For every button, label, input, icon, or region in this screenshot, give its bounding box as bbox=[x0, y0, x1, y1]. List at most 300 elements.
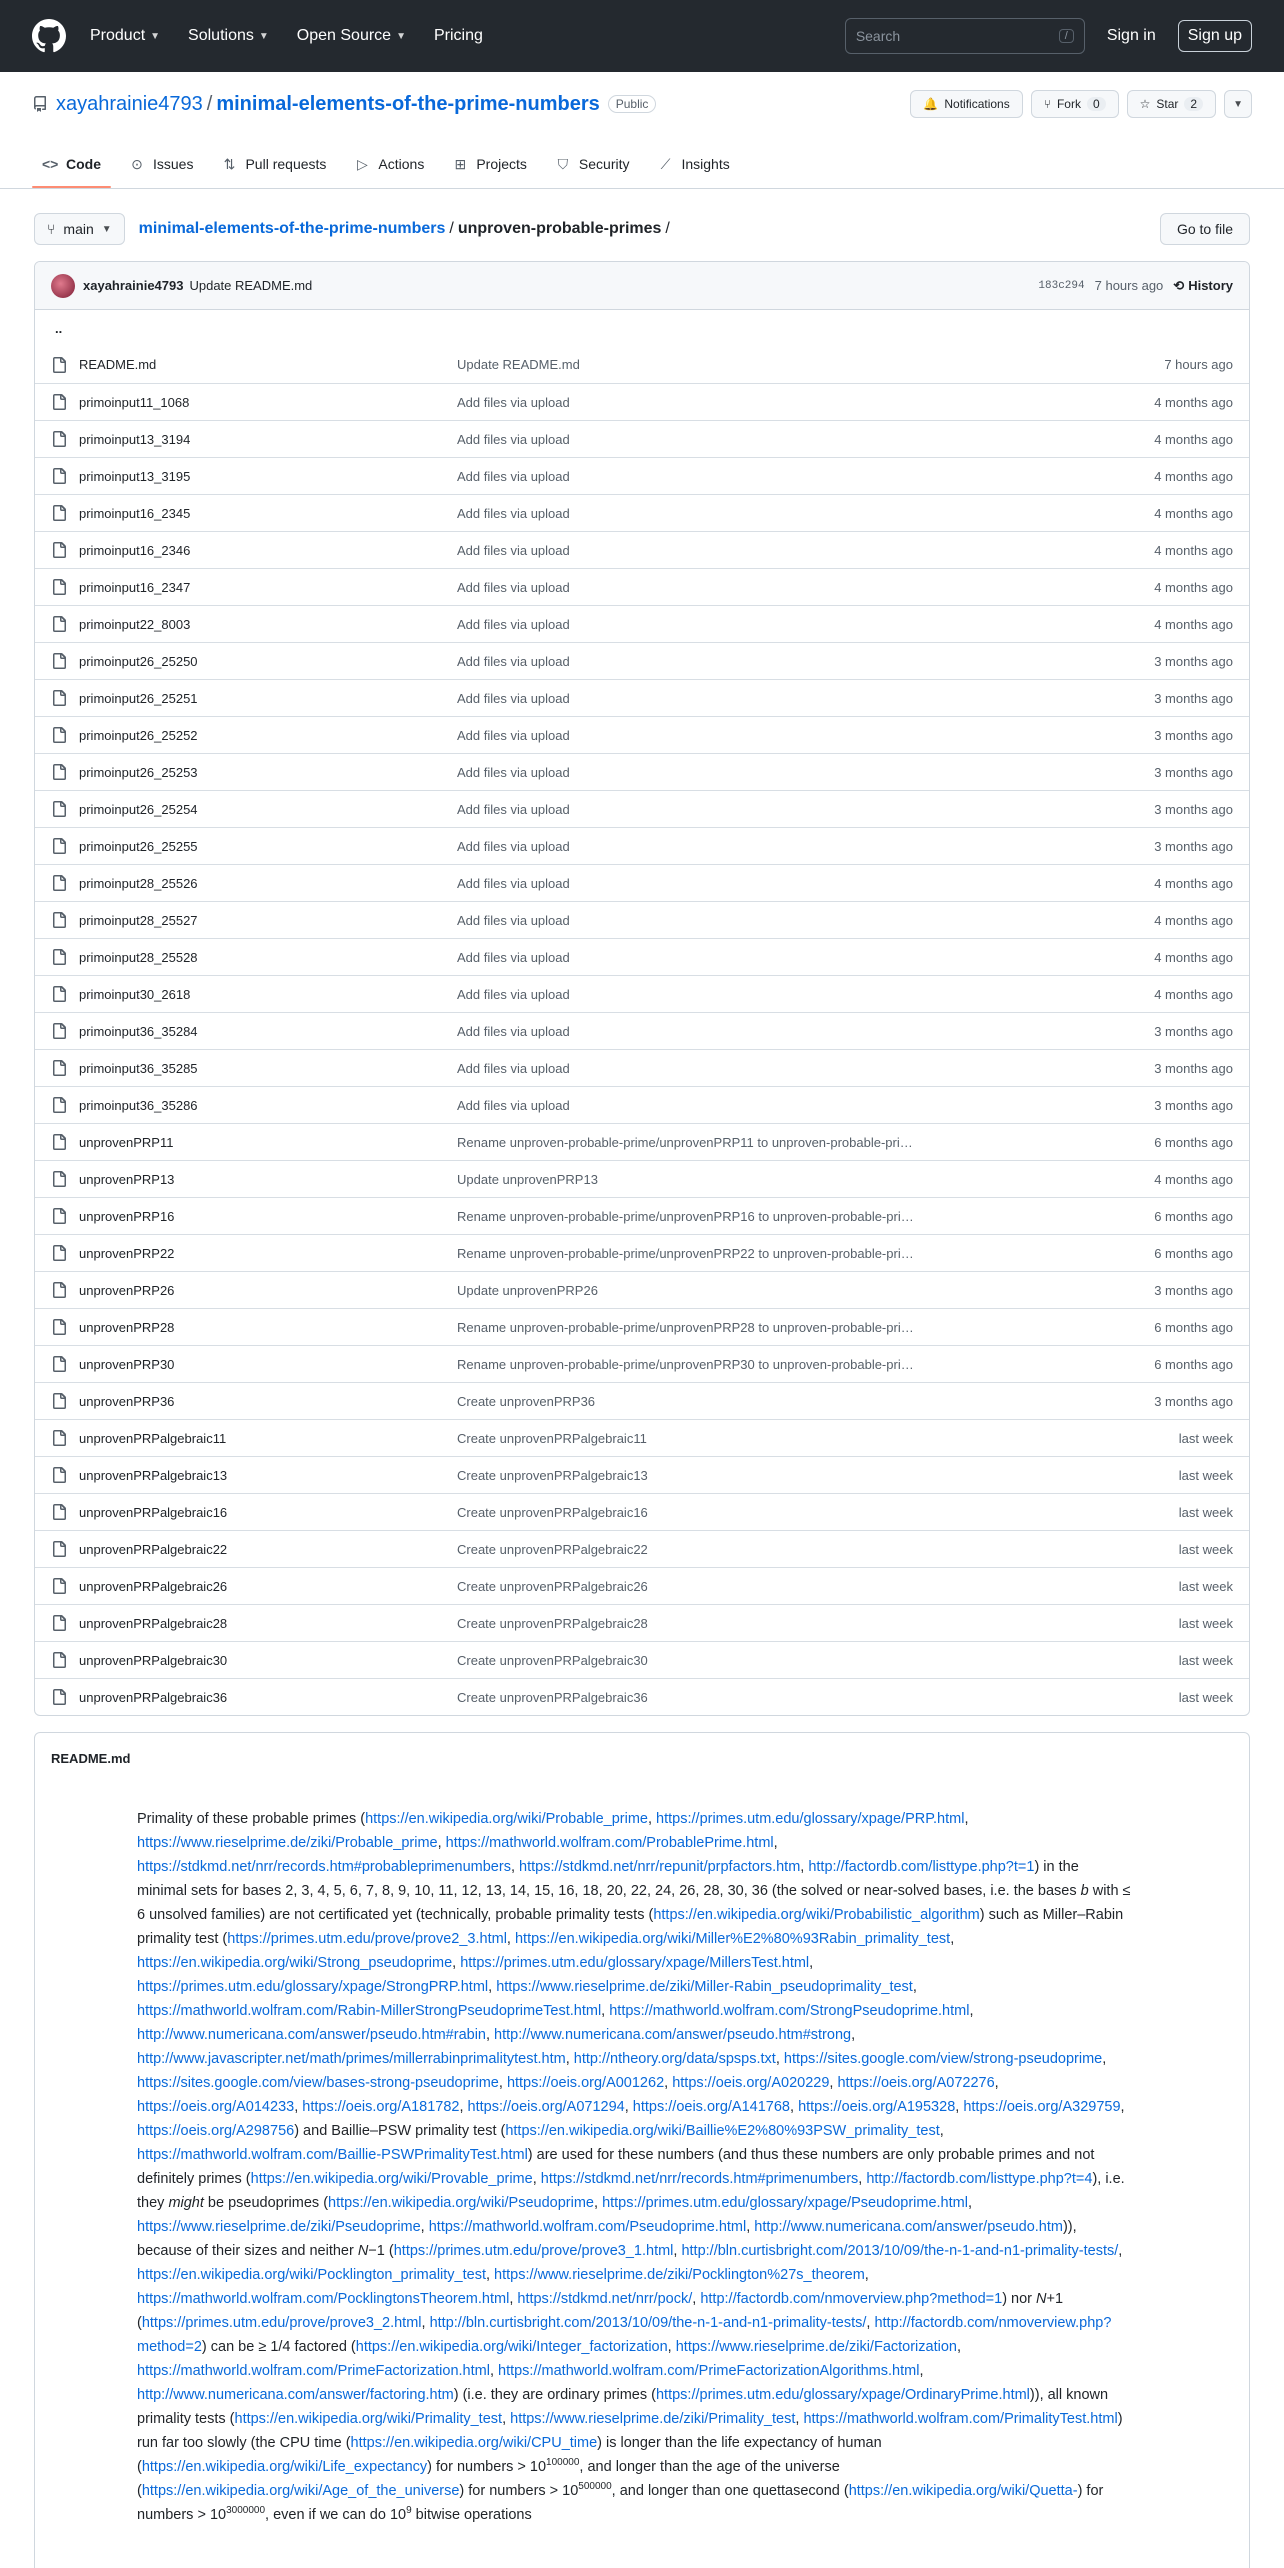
table-row bbox=[35, 1197, 1249, 1234]
file-commit-message-link[interactable]: Add files via upload bbox=[457, 542, 570, 558]
file-age: 3 months ago bbox=[1154, 1023, 1233, 1039]
file-age: last week bbox=[1178, 1541, 1233, 1557]
readme-link[interactable]: https://mathworld.wolfram.com/PrimeFactorizationAlgorithms.html bbox=[498, 2363, 920, 2379]
file-name-link[interactable]: unprovenPRPalgebraic26 bbox=[79, 1578, 228, 1594]
readme-link[interactable]: https://oeis.org/A001262 bbox=[506, 2075, 665, 2091]
repo-header bbox=[0, 72, 1284, 189]
file-age: 3 months ago bbox=[1154, 1097, 1233, 1113]
repo-separator: / bbox=[206, 92, 213, 115]
file-icon bbox=[51, 1467, 67, 1483]
readme-text: ) (i.e. they are ordinary primes ( bbox=[453, 2387, 656, 2403]
table-row bbox=[35, 420, 1249, 457]
readme-link[interactable]: https://oeis.org/A141768 bbox=[632, 2099, 790, 2115]
readme-text: , bbox=[964, 1811, 969, 1827]
readme-italic-text: N bbox=[357, 2243, 369, 2259]
readme-text: ) for numbers > 10 bbox=[459, 2483, 579, 2499]
readme-link[interactable]: https://oeis.org/A181782 bbox=[302, 2099, 460, 2115]
file-commit-message-link[interactable]: Rename unproven-probable-prime/unprovenPRP30 to unproven-probable-pri… bbox=[457, 1356, 914, 1372]
readme-body bbox=[35, 1783, 1249, 2527]
file-icon bbox=[51, 801, 67, 817]
file-commit-message-link[interactable]: Add files via upload bbox=[457, 912, 570, 928]
file-commit-message-link[interactable]: Create unprovenPRPalgebraic22 bbox=[457, 1541, 648, 1557]
file-name-link[interactable]: primoinput26_25254 bbox=[79, 801, 198, 817]
table-icon: ⊞ bbox=[454, 155, 467, 172]
table-row bbox=[35, 901, 1249, 938]
file-name-link[interactable]: primoinput36_35286 bbox=[79, 1097, 198, 1113]
file-icon bbox=[51, 1689, 67, 1705]
readme-title: README.md bbox=[51, 1750, 131, 1766]
star-icon: ☆ bbox=[1139, 97, 1151, 111]
file-commit-message-link[interactable]: Add files via upload bbox=[457, 468, 570, 484]
file-icon bbox=[51, 431, 67, 447]
table-row bbox=[35, 1271, 1249, 1308]
table-row bbox=[35, 1012, 1249, 1049]
commit-message-link[interactable]: Update README.md bbox=[189, 278, 313, 293]
table-row bbox=[35, 1345, 1249, 1382]
readme-link[interactable]: http://www.numericana.com/answer/pseudo.htm bbox=[754, 2219, 1063, 2235]
readme-link[interactable]: https://mathworld.wolfram.com/PrimalityTest.html bbox=[803, 2411, 1118, 2427]
readme-link[interactable]: https://mathworld.wolfram.com/PrimeFactorization.html bbox=[137, 2363, 490, 2379]
file-name-link[interactable]: primoinput16_2347 bbox=[79, 579, 191, 595]
file-name-link[interactable]: primoinput16_2345 bbox=[79, 505, 191, 521]
shield-icon: ⛉ bbox=[557, 155, 569, 172]
readme-text: , bbox=[485, 2267, 495, 2283]
readme-text: +1 ( bbox=[137, 2291, 1064, 2331]
file-age: 3 months ago bbox=[1154, 764, 1233, 780]
tab-actions[interactable]: ▷ Actions bbox=[344, 140, 434, 188]
readme-link[interactable]: https://en.wikipedia.org/wiki/Pseudoprime bbox=[328, 2195, 594, 2211]
readme-text: , bbox=[795, 2411, 804, 2427]
file-age: 6 months ago bbox=[1154, 1319, 1233, 1335]
readme-link[interactable]: http://factordb.com/listtype.php?t=1 bbox=[808, 1859, 1035, 1875]
file-icon bbox=[51, 949, 67, 965]
file-commit-message-link[interactable]: Add files via upload bbox=[457, 505, 570, 521]
nav-solutions[interactable]: Solutions ▼ bbox=[188, 27, 269, 44]
latest-commit-bar bbox=[35, 262, 1249, 310]
file-name-link[interactable]: primoinput30_2618 bbox=[79, 986, 191, 1002]
main-content bbox=[0, 189, 1284, 2568]
readme-link[interactable]: https://oeis.org/A298756 bbox=[137, 2123, 295, 2139]
table-row bbox=[35, 1123, 1249, 1160]
readme-link[interactable]: https://en.wikipedia.org/wiki/Baillie%E2%80%93PSW_primality_test bbox=[505, 2123, 940, 2139]
file-name-link[interactable]: primoinput28_25526 bbox=[79, 875, 198, 891]
file-icon bbox=[51, 1097, 67, 1113]
repo-name-link[interactable]: minimal-elements-of-the-prime-numbers bbox=[216, 92, 600, 115]
file-age: 6 months ago bbox=[1154, 1245, 1233, 1261]
readme-link[interactable]: https://www.rieselprime.de/ziki/Factorization bbox=[675, 2339, 957, 2355]
readme-link[interactable]: https://oeis.org/A014233 bbox=[137, 2099, 295, 2115]
file-icon bbox=[51, 505, 67, 521]
file-age: 3 months ago bbox=[1154, 727, 1233, 743]
commit-sha-link[interactable]: 183c294 bbox=[1038, 279, 1085, 292]
file-name-link[interactable]: unprovenPRP11 bbox=[79, 1134, 174, 1150]
readme-text: with ≤ 6 unsolved families) are not certificated yet (technically, probable primality tests ( bbox=[137, 1883, 1131, 1923]
file-name-link[interactable]: primoinput13_3195 bbox=[79, 468, 191, 484]
readme-link[interactable]: https://primes.utm.edu/prove/prove3_1.html bbox=[393, 2243, 674, 2259]
file-name-link[interactable]: unprovenPRPalgebraic30 bbox=[79, 1652, 228, 1668]
repo-owner-link[interactable]: xayahrainie4793 bbox=[56, 92, 203, 115]
file-commit-message-link[interactable]: Create unprovenPRPalgebraic16 bbox=[457, 1504, 648, 1520]
file-commit-message-link[interactable]: Create unprovenPRPalgebraic30 bbox=[457, 1652, 648, 1668]
file-commit-message-link[interactable]: Add files via upload bbox=[457, 1023, 570, 1039]
chevron-down-icon: ▼ bbox=[150, 30, 161, 42]
file-commit-message-link[interactable]: Add files via upload bbox=[457, 690, 570, 706]
file-commit-message-link[interactable]: Create unprovenPRPalgebraic36 bbox=[457, 1689, 648, 1705]
file-icon bbox=[51, 357, 67, 373]
readme-link[interactable]: http://factordb.com/listtype.php?t=4 bbox=[866, 2171, 1093, 2187]
star-button[interactable]: ☆ Star 2 bbox=[1127, 90, 1216, 118]
file-age: 4 months ago bbox=[1154, 468, 1233, 484]
star-count: 2 bbox=[1184, 97, 1203, 111]
file-name-link[interactable]: unprovenPRP26 bbox=[79, 1282, 175, 1298]
readme-link[interactable]: https://www.rieselprime.de/ziki/Probable_prime bbox=[137, 1835, 438, 1851]
table-row bbox=[35, 1234, 1249, 1271]
file-commit-message-link[interactable]: Update unprovenPRP26 bbox=[457, 1282, 598, 1298]
readme-link[interactable]: https://primes.utm.edu/prove/prove2_3.html bbox=[227, 1931, 507, 1947]
readme-text: ) can be ≥ 1/4 factored ( bbox=[201, 2339, 356, 2355]
file-commit-message-link[interactable]: Add files via upload bbox=[457, 1060, 570, 1076]
readme-link[interactable]: https://www.rieselprime.de/ziki/Primality_test bbox=[510, 2411, 796, 2427]
file-commit-message-link[interactable]: Add files via upload bbox=[457, 764, 570, 780]
readme-link[interactable]: https://primes.utm.edu/glossary/xpage/Pseudoprime.html bbox=[602, 2195, 968, 2211]
table-row bbox=[35, 864, 1249, 901]
readme-text: )), all known primality tests ( bbox=[137, 2387, 1109, 2427]
readme-text: , bbox=[967, 2195, 972, 2211]
bell-icon: 🔔 bbox=[923, 97, 939, 111]
file-icon bbox=[51, 468, 67, 484]
nav-product[interactable]: Product ▼ bbox=[90, 27, 161, 44]
readme-link[interactable]: http://www.numericana.com/answer/pseudo.htm#rabin bbox=[137, 2027, 486, 2043]
readme-link[interactable]: https://primes.utm.edu/glossary/xpage/PRP.html bbox=[656, 1811, 965, 1827]
readme-text: , and longer than the age of the universe ( bbox=[137, 2459, 840, 2499]
readme-link[interactable]: https://mathworld.wolfram.com/Rabin-MillerStrongPseudoprimeTest.html bbox=[137, 2003, 602, 2019]
file-name-link[interactable]: primoinput36_35284 bbox=[79, 1023, 198, 1039]
file-name-link[interactable]: unprovenPRP13 bbox=[79, 1171, 175, 1187]
readme-link[interactable]: https://stdkmd.net/nrr/pock/ bbox=[517, 2291, 693, 2307]
file-name-link[interactable]: unprovenPRPalgebraic28 bbox=[79, 1615, 228, 1631]
table-row bbox=[35, 827, 1249, 864]
file-icon bbox=[51, 1208, 67, 1224]
readme-text: , bbox=[800, 1859, 809, 1875]
readme-text: ) such as Miller–Rabin primality test ( bbox=[137, 1907, 1124, 1947]
readme-italic-text: might bbox=[168, 2195, 204, 2211]
readme-link[interactable]: https://en.wikipedia.org/wiki/CPU_time bbox=[350, 2435, 598, 2451]
readme-link[interactable]: http://www.javascripter.net/math/primes/millerrabinprimalitytest.htm bbox=[137, 2051, 566, 2067]
readme-link[interactable]: https://mathworld.wolfram.com/PocklingtonsTheorem.html bbox=[137, 2291, 510, 2307]
readme-link[interactable]: http://bln.curtisbright.com/2013/10/09/the-n-1-and-n1-primality-tests/ bbox=[429, 2315, 867, 2331]
readme-text: )), because of their sizes and neither bbox=[137, 2219, 1077, 2259]
readme-link[interactable]: https://sites.google.com/view/bases-strong-pseudoprime bbox=[137, 2075, 499, 2091]
readme-link[interactable]: https://en.wikipedia.org/wiki/Life_expectancy bbox=[141, 2459, 428, 2475]
file-commit-message-link[interactable]: Add files via upload bbox=[457, 394, 570, 410]
file-commit-message-link[interactable]: Add files via upload bbox=[457, 801, 570, 817]
file-age: 3 months ago bbox=[1154, 653, 1233, 669]
global-header bbox=[0, 0, 1284, 72]
tab-insights[interactable]: ⟋ Insights bbox=[647, 140, 739, 188]
file-commit-message-link[interactable]: Add files via upload bbox=[457, 949, 570, 965]
readme-link[interactable]: https://primes.utm.edu/glossary/xpage/StrongPRP.html bbox=[137, 1979, 489, 1995]
github-logo-icon[interactable] bbox=[32, 19, 66, 53]
history-link[interactable]: ⟲ History bbox=[1173, 277, 1233, 293]
file-commit-message-link[interactable]: Add files via upload bbox=[457, 727, 570, 743]
file-icon bbox=[51, 394, 67, 410]
readme-link[interactable]: https://oeis.org/A195328 bbox=[798, 2099, 956, 2115]
tab-security[interactable]: ⛉ Security bbox=[545, 140, 640, 188]
file-age: last week bbox=[1178, 1652, 1233, 1668]
file-commit-message-link[interactable]: Rename unproven-probable-prime/unprovenPRP22 to unproven-probable-pri… bbox=[457, 1245, 914, 1261]
readme-text: , bbox=[1118, 2243, 1123, 2259]
readme-link[interactable]: https://oeis.org/A329759 bbox=[963, 2099, 1121, 2115]
star-dropdown-button[interactable] bbox=[1224, 90, 1252, 118]
file-name-link[interactable]: unprovenPRP22 bbox=[79, 1245, 175, 1261]
sign-up-button[interactable]: Sign up bbox=[1178, 20, 1252, 52]
file-commit-message-link[interactable]: Update README.md bbox=[457, 357, 580, 372]
table-row bbox=[35, 1678, 1249, 1715]
file-name-link[interactable]: unprovenPRP36 bbox=[79, 1393, 175, 1409]
readme-text: , bbox=[864, 2267, 869, 2283]
file-icon bbox=[51, 1060, 67, 1076]
breadcrumb-repo-link[interactable]: minimal-elements-of-the-prime-numbers bbox=[138, 220, 446, 237]
file-commit-message-link[interactable]: Add files via upload bbox=[457, 838, 570, 854]
readme-text: , bbox=[624, 2099, 633, 2115]
readme-link[interactable]: https://en.wikipedia.org/wiki/Integer_factorization bbox=[355, 2339, 668, 2355]
file-commit-message-link[interactable]: Add files via upload bbox=[457, 875, 570, 891]
file-icon bbox=[51, 1393, 67, 1409]
file-name-link[interactable]: primoinput11_1068 bbox=[79, 394, 190, 410]
file-icon bbox=[51, 1578, 67, 1594]
file-commit-message-link[interactable]: Create unprovenPRPalgebraic26 bbox=[457, 1578, 648, 1594]
file-name-link[interactable]: primoinput26_25253 bbox=[79, 764, 198, 780]
readme-link[interactable]: http://www.numericana.com/answer/factoring.htm bbox=[137, 2387, 454, 2403]
nav-open-source[interactable]: Open Source ▼ bbox=[296, 27, 406, 44]
readme-text: , bbox=[692, 2291, 701, 2307]
readme-text: , bbox=[667, 2339, 676, 2355]
file-name-link[interactable]: unprovenPRPalgebraic13 bbox=[79, 1467, 228, 1483]
readme-link[interactable]: https://sites.google.com/view/strong-pseudoprime bbox=[783, 2051, 1103, 2067]
branch-select-button[interactable]: ⑂ main ▼ bbox=[34, 213, 125, 245]
table-row bbox=[35, 1641, 1249, 1678]
readme-link[interactable]: https://en.wikipedia.org/wiki/Pocklington_primality_test bbox=[137, 2267, 486, 2283]
chevron-down-icon: ▼ bbox=[101, 223, 112, 235]
readme-link[interactable]: https://mathworld.wolfram.com/StrongPseudoprime.html bbox=[609, 2003, 970, 2019]
file-name-link[interactable]: primoinput22_8003 bbox=[79, 616, 191, 632]
file-commit-message-link[interactable]: Rename unproven-probable-prime/unprovenPRP11 to unproven-probable-pri… bbox=[457, 1134, 913, 1150]
readme-link[interactable]: https://primes.utm.edu/glossary/xpage/OrdinaryPrime.html bbox=[655, 2387, 1030, 2403]
file-name-link[interactable]: primoinput26_25252 bbox=[79, 727, 198, 743]
readme-text: , bbox=[955, 2099, 964, 2115]
readme-text: , bbox=[601, 2003, 610, 2019]
file-age: last week bbox=[1178, 1430, 1233, 1446]
parent-directory-link[interactable]: .. bbox=[55, 320, 63, 336]
readme-link[interactable]: https://mathworld.wolfram.com/Pseudoprime.html bbox=[428, 2219, 747, 2235]
readme-link[interactable]: https://en.wikipedia.org/wiki/Strong_pseudoprime bbox=[137, 1955, 453, 1971]
readme-link[interactable]: https://oeis.org/A071294 bbox=[467, 2099, 625, 2115]
readme-text: , bbox=[420, 2219, 429, 2235]
file-name-link[interactable]: primoinput36_35285 bbox=[79, 1060, 198, 1076]
tab-issues[interactable]: ⊙ Issues bbox=[119, 140, 203, 188]
readme-text: , bbox=[950, 1931, 955, 1947]
readme-text: , bbox=[773, 1835, 778, 1851]
readme-link[interactable]: https://stdkmd.net/nrr/records.htm#primenumbers bbox=[540, 2171, 859, 2187]
fork-button[interactable]: ⑂ Fork 0 bbox=[1031, 90, 1119, 118]
readme-superscript: 9 bbox=[406, 2505, 412, 2517]
file-name-link[interactable]: primoinput26_25255 bbox=[79, 838, 198, 854]
readme-link[interactable]: https://primes.utm.edu/glossary/xpage/MillersTest.html bbox=[460, 1955, 810, 1971]
file-icon bbox=[51, 1319, 67, 1335]
path-row bbox=[34, 213, 1250, 245]
readme-box bbox=[34, 1732, 1250, 2568]
readme-link[interactable]: http://bln.curtisbright.com/2013/10/09/the-n-1-and-n1-primality-tests/ bbox=[681, 2243, 1119, 2259]
sign-in-link[interactable]: Sign in bbox=[1106, 27, 1156, 44]
file-name-link[interactable]: unprovenPRP16 bbox=[79, 1208, 175, 1224]
file-age: 6 months ago bbox=[1154, 1134, 1233, 1150]
readme-text: , and longer than one quettasecond ( bbox=[611, 2483, 849, 2499]
readme-text: , bbox=[919, 2363, 924, 2379]
go-to-file-button[interactable]: Go to file bbox=[1160, 213, 1250, 245]
avatar[interactable] bbox=[51, 274, 75, 298]
readme-text: , bbox=[510, 1859, 520, 1875]
readme-link[interactable]: https://www.rieselprime.de/ziki/Miller-Rabin_pseudoprimality_test bbox=[496, 1979, 913, 1995]
file-age: 3 months ago bbox=[1154, 690, 1233, 706]
readme-text: , bbox=[498, 2075, 507, 2091]
file-name-link[interactable]: primoinput28_25528 bbox=[79, 949, 198, 965]
readme-text: , bbox=[1102, 2051, 1107, 2067]
file-commit-message-link[interactable]: Create unprovenPRPalgebraic11 bbox=[457, 1430, 647, 1446]
readme-link[interactable]: https://en.wikipedia.org/wiki/Probabilistic_algorithm bbox=[653, 1907, 980, 1923]
file-commit-message-link[interactable]: Add files via upload bbox=[457, 616, 570, 632]
file-age: 3 months ago bbox=[1154, 1060, 1233, 1076]
table-row bbox=[35, 975, 1249, 1012]
readme-link[interactable]: https://en.wikipedia.org/wiki/Age_of_the_universe bbox=[141, 2483, 460, 2499]
readme-text: , even if we can do 10 bbox=[265, 2507, 407, 2523]
readme-link[interactable]: https://stdkmd.net/nrr/records.htm#probableprimenumbers bbox=[137, 1859, 511, 1875]
file-name-link[interactable]: primoinput13_3194 bbox=[79, 431, 191, 447]
file-commit-message-link[interactable]: Create unprovenPRP36 bbox=[457, 1393, 596, 1409]
search-input[interactable]: Search / bbox=[845, 18, 1085, 54]
readme-link[interactable]: https://www.rieselprime.de/ziki/Pocklington%27s_theorem bbox=[494, 2267, 865, 2283]
readme-text: ) run far too slowly (the CPU time ( bbox=[137, 2411, 1123, 2451]
file-icon bbox=[51, 1356, 67, 1372]
readme-text: , bbox=[294, 2099, 303, 2115]
breadcrumb-current-dir: unproven-probable-primes bbox=[457, 220, 662, 237]
readme-link[interactable]: https://www.rieselprime.de/ziki/Pseudoprime bbox=[137, 2219, 421, 2235]
table-row bbox=[35, 457, 1249, 494]
file-icon bbox=[51, 542, 67, 558]
file-name-link[interactable]: unprovenPRP28 bbox=[79, 1319, 175, 1335]
nav-pricing[interactable]: Pricing bbox=[433, 27, 483, 44]
file-age: 4 months ago bbox=[1154, 542, 1233, 558]
readme-text: , bbox=[912, 1979, 917, 1995]
readme-link[interactable]: http://www.numericana.com/answer/pseudo.htm#strong bbox=[494, 2027, 852, 2043]
tab-projects[interactable]: ⊞ Projects bbox=[442, 140, 537, 188]
file-name-link[interactable]: primoinput26_25250 bbox=[79, 653, 198, 669]
file-name-link[interactable]: unprovenPRPalgebraic36 bbox=[79, 1689, 228, 1705]
readme-text: , bbox=[829, 2075, 838, 2091]
file-age: 4 months ago bbox=[1154, 986, 1233, 1002]
file-age: 4 months ago bbox=[1154, 875, 1233, 891]
file-age: last week bbox=[1178, 1578, 1233, 1594]
file-name-link[interactable]: primoinput16_2346 bbox=[79, 542, 191, 558]
file-name-link[interactable]: primoinput28_25527 bbox=[79, 912, 198, 928]
table-row bbox=[35, 642, 1249, 679]
readme-text: , bbox=[994, 2075, 999, 2091]
readme-link[interactable]: https://primes.utm.edu/prove/prove3_2.html bbox=[141, 2315, 422, 2331]
file-commit-message-link[interactable]: Rename unproven-probable-prime/unprovenPRP28 to unproven-probable-pri… bbox=[457, 1319, 914, 1335]
table-row bbox=[35, 1456, 1249, 1493]
table-row bbox=[35, 346, 1249, 383]
file-commit-message-link[interactable]: Rename unproven-probable-prime/unprovenPRP16 to unproven-probable-pri… bbox=[457, 1208, 914, 1224]
global-nav bbox=[90, 27, 483, 45]
readme-text: , bbox=[775, 2051, 784, 2067]
readme-link[interactable]: http://factordb.com/nmoverview.php?method=2 bbox=[137, 2315, 1112, 2355]
readme-link[interactable]: https://stdkmd.net/nrr/repunit/prpfactors.htm bbox=[519, 1859, 801, 1875]
readme-link[interactable]: https://en.wikipedia.org/wiki/Miller%E2%80%93Rabin_primality_test bbox=[514, 1931, 951, 1947]
file-icon bbox=[51, 1541, 67, 1557]
file-commit-message-link[interactable]: Create unprovenPRPalgebraic13 bbox=[457, 1467, 648, 1483]
file-icon bbox=[51, 986, 67, 1002]
file-commit-message-link[interactable]: Add files via upload bbox=[457, 653, 570, 669]
graph-icon: ⟋ bbox=[660, 155, 671, 172]
file-commit-message-link[interactable]: Add files via upload bbox=[457, 1097, 570, 1113]
file-icon bbox=[51, 1245, 67, 1261]
header-right bbox=[845, 18, 1252, 54]
readme-link[interactable]: http://factordb.com/nmoverview.php?method=1 bbox=[700, 2291, 1003, 2307]
file-name-link[interactable]: README.md bbox=[79, 357, 157, 372]
readme-link[interactable]: https://en.wikipedia.org/wiki/Quetta- bbox=[848, 2483, 1078, 2499]
readme-link[interactable]: https://en.wikipedia.org/wiki/Primality_test bbox=[234, 2411, 503, 2427]
file-name-link[interactable]: unprovenPRPalgebraic11 bbox=[79, 1430, 227, 1446]
notifications-button[interactable]: 🔔 Notifications bbox=[910, 90, 1022, 118]
readme-text: , bbox=[664, 2075, 673, 2091]
readme-text: , bbox=[851, 2027, 856, 2043]
readme-link[interactable]: https://mathworld.wolfram.com/ProbablePrime.html bbox=[445, 1835, 774, 1851]
readme-text: , bbox=[594, 2195, 603, 2211]
chevron-down-icon: ▼ bbox=[1233, 98, 1243, 110]
file-name-link[interactable]: unprovenPRP30 bbox=[79, 1356, 175, 1372]
readme-text: , bbox=[746, 2219, 755, 2235]
tab-code[interactable]: <> Code bbox=[32, 140, 111, 188]
file-age: 3 months ago bbox=[1154, 1393, 1233, 1409]
file-commit-message-link[interactable]: Add files via upload bbox=[457, 986, 570, 1002]
readme-superscript: 100000 bbox=[546, 2457, 580, 2469]
file-age: last week bbox=[1178, 1504, 1233, 1520]
commit-author-link[interactable]: xayahrainie4793 bbox=[83, 278, 184, 293]
file-commit-message-link[interactable]: Add files via upload bbox=[457, 579, 570, 595]
table-row bbox=[35, 605, 1249, 642]
fork-icon: ⑂ bbox=[1043, 97, 1051, 111]
readme-link[interactable]: https://oeis.org/A072276 bbox=[837, 2075, 995, 2091]
tab-pull-requests[interactable]: ⇅ Pull requests bbox=[211, 140, 336, 188]
readme-link[interactable]: http://ntheory.org/data/spsps.txt bbox=[573, 2051, 776, 2067]
file-age: last week bbox=[1178, 1689, 1233, 1705]
readme-text: , bbox=[969, 2003, 974, 2019]
file-age: 4 months ago bbox=[1154, 505, 1233, 521]
file-commit-message-link[interactable]: Update unprovenPRP13 bbox=[457, 1171, 598, 1187]
file-icon bbox=[51, 579, 67, 595]
readme-link[interactable]: https://mathworld.wolfram.com/Baillie-PSWPrimalityTest.html bbox=[137, 2147, 528, 2163]
table-row bbox=[35, 1530, 1249, 1567]
file-commit-message-link[interactable]: Add files via upload bbox=[457, 431, 570, 447]
file-name-link[interactable]: unprovenPRPalgebraic22 bbox=[79, 1541, 228, 1557]
readme-link[interactable]: https://oeis.org/A020229 bbox=[672, 2075, 830, 2091]
readme-link[interactable]: https://en.wikipedia.org/wiki/Probable_prime bbox=[365, 1811, 648, 1827]
file-name-link[interactable]: primoinput26_25251 bbox=[79, 690, 198, 706]
file-commit-message-link[interactable]: Create unprovenPRPalgebraic28 bbox=[457, 1615, 648, 1631]
file-name-link[interactable]: unprovenPRPalgebraic16 bbox=[79, 1504, 228, 1520]
table-row bbox=[35, 753, 1249, 790]
table-row bbox=[35, 383, 1249, 420]
readme-link[interactable]: https://en.wikipedia.org/wiki/Provable_prime bbox=[250, 2171, 533, 2187]
